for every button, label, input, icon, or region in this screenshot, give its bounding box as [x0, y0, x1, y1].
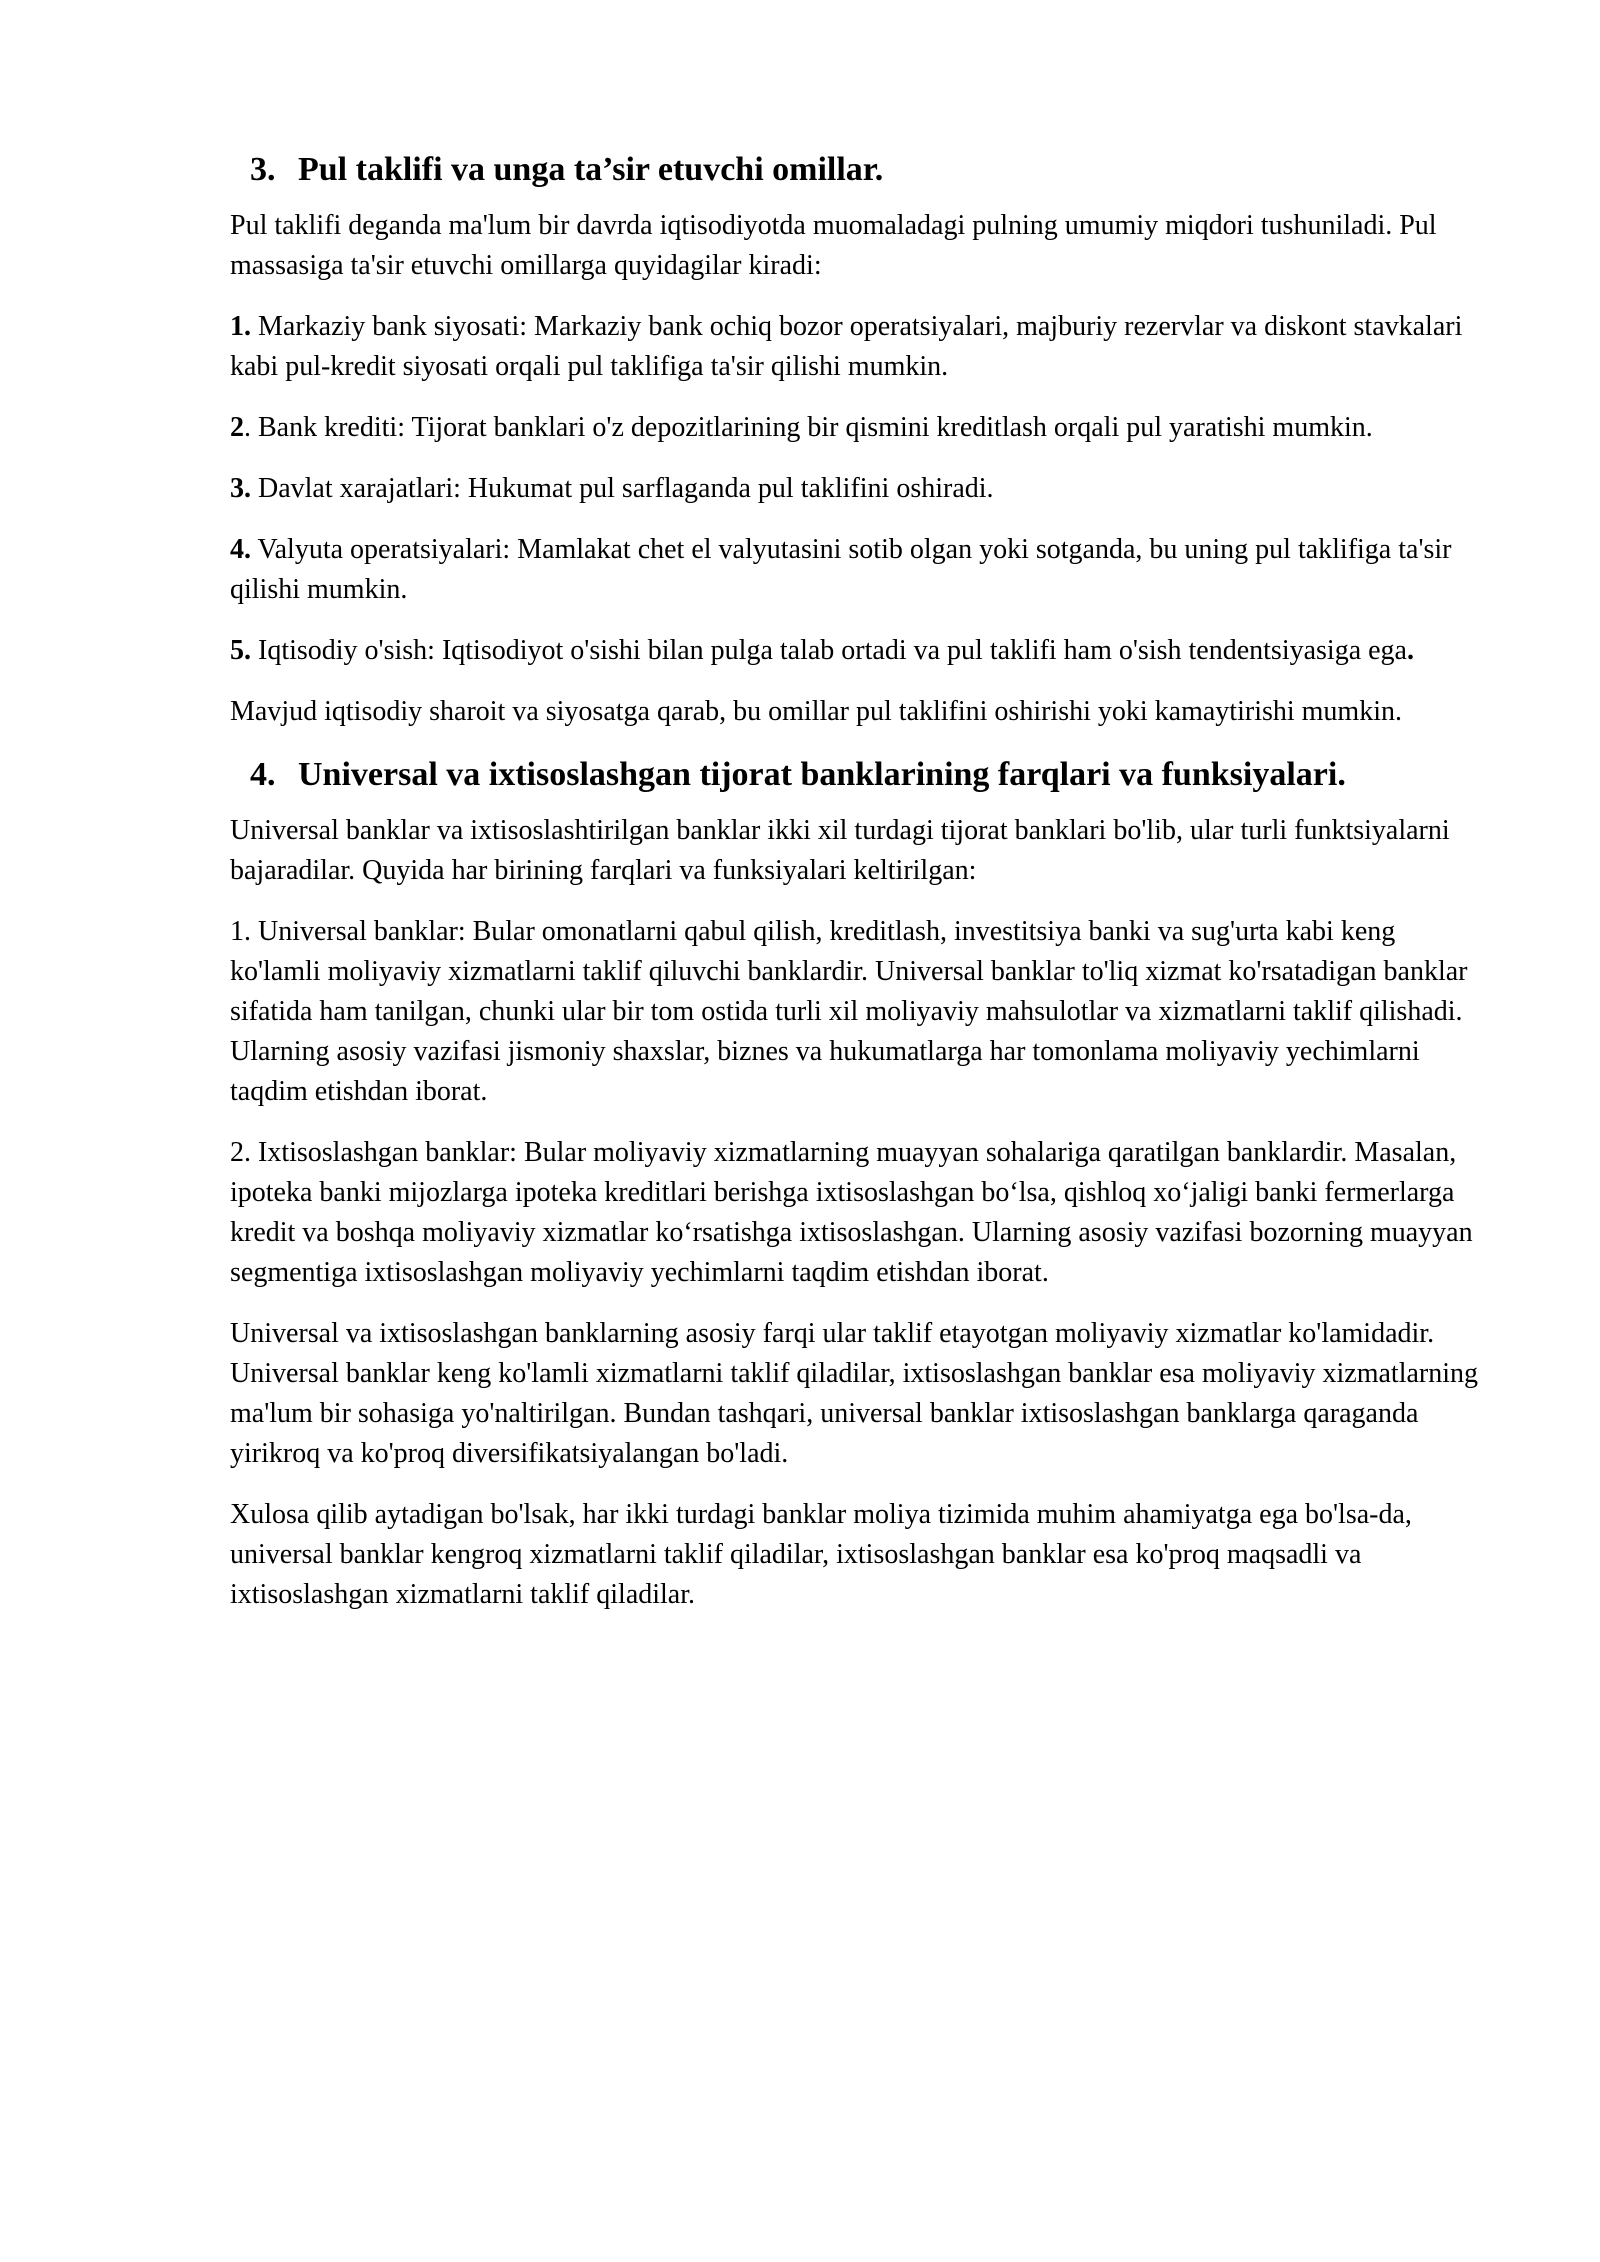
- section-3-conclusion: Mavjud iqtisodiy sharoit va siyosatga qarab, bu omillar pul taklifini oshirishi yoki kamaytirishi mumkin.: [230, 696, 1402, 727]
- section-4-paragraph-3: 2. Ixtisoslashgan banklar: Bular moliyaviy xizmatlarning muayyan sohalariga qaratilgan banklardir. Masalan, ipoteka banki mijozlarga ipoteka kreditlari berishga ixtisoslashgan bo‘lsa, qishloq xo‘jaligi banki fermerlarga kredit va boshqa moliyaviy xizmatlar ko‘rsatishga ixtisoslashgan. Ularning asosiy vazifasi bozorning muayyan segmentiga ixtisoslashgan moliyaviy yechimlarni taqdim etishdan iborat.: [230, 1137, 1473, 1288]
- section-3-intro: Pul taklifi deganda ma'lum bir davrda iqtisodiyotda muomaladagi pulning umumiy miqdori tushuniladi. Pul massasiga ta'sir etuvchi omillarga quyidagilar kiradi:: [230, 210, 1437, 281]
- section-4-paragraph-1: Universal banklar va ixtisoslashtirilgan banklar ikki xil turdagi tijorat banklari bo'lib, ular turli funktsiyalarni bajaradilar. Quyida har birining farqlari va funksiyalari keltirilgan:: [230, 815, 1450, 886]
- section-3-item-3: [230, 469, 1490, 509]
- item-number: 3.: [230, 473, 251, 504]
- section-4-paragraph-5: Xulosa qilib aytadigan bo'lsak, har ikki turdagi banklar moliya tizimida muhim ahamiyatga ega bo'lsa-da, universal banklar kengroq xizmatlarni taklif qiladilar, ixtisoslashgan banklar esa ko'proq maqsadli va ixtisoslashgan xizmatlarni taklif qiladilar.: [230, 1499, 1412, 1610]
- section-3-item-4: [230, 530, 1490, 610]
- section-3-item-1: [230, 307, 1490, 387]
- section-4-number: 4.: [250, 756, 276, 793]
- section-4-paragraph-2: 1. Universal banklar: Bular omonatlarni qabul qilish, kreditlash, investitsiya banki va sug'urta kabi keng ko'lamli moliyaviy xizmatlarni taklif qiluvchi banklardir. Universal banklar to'liq xizmat ko'rsatadigan banklar sifatida ham tanilgan, chunki ular bir tom ostida turli xil moliyaviy mahsulotlar va xizmatlarni taklif qilishadi. Ularning asosiy vazifasi jismoniy shaxslar, biznes va hukumatlarga har tomonlama moliyaviy yechimlarni taqdim etishdan iborat.: [230, 916, 1468, 1107]
- item-text: Markaziy bank siyosati: Markaziy bank ochiq bozor operatsiyalari, majburiy rezervlar va diskont stavkalari kabi pul-kredit siyosati orqali pul taklifiga ta'sir qilishi mumkin.: [230, 311, 1463, 382]
- section-3-item-2: [230, 408, 1490, 448]
- section-4-title: Universal va ixtisoslashgan tijorat banklarining farqlari va funksiyalari.: [298, 756, 1346, 793]
- section-3-item-5: [230, 631, 1490, 671]
- item-number: 5.: [230, 635, 251, 666]
- item-number: 2: [230, 412, 244, 443]
- item-number: 1.: [230, 311, 251, 342]
- item-text: Valyuta operatsiyalari: Mamlakat chet el valyutasini sotib olgan yoki sotganda, bu uning pul taklifiga ta'sir qilishi mumkin.: [230, 534, 1452, 605]
- item-text: Iqtisodiy o'sish: Iqtisodiyot o'sishi bilan pulga talab ortadi va pul taklifi ham o'sish tendentsiyasiga ega: [251, 635, 1407, 666]
- item-text: . Bank krediti: Tijorat banklari o'z depozitlarining bir qismini kreditlash orqali pul yaratishi mumkin.: [244, 412, 1373, 443]
- section-3-number: 3.: [250, 151, 276, 188]
- section-3-title: Pul taklifi va unga ta’sir etuvchi omillar.: [298, 151, 884, 188]
- section-4-heading: [230, 753, 1490, 797]
- item-text: Davlat xarajatlari: Hukumat pul sarflaganda pul taklifini oshiradi.: [251, 473, 994, 504]
- item-number: 4.: [230, 534, 251, 565]
- document-page: [230, 148, 1490, 1636]
- item-tail: .: [1406, 635, 1414, 666]
- section-3-heading: [230, 148, 1490, 192]
- section-4-paragraph-4: Universal va ixtisoslashgan banklarning asosiy farqi ular taklif etayotgan moliyaviy xizmatlar ko'lamidadir. Universal banklar keng ko'lamli xizmatlarni taklif qiladilar, ixtisoslashgan banklar esa moliyaviy xizmatlarning ma'lum bir sohasiga yo'naltirilgan. Bundan tashqari, universal banklar ixtisoslashgan banklarga qaraganda yirikroq va ko'proq diversifikatsiyalangan bo'ladi.: [230, 1318, 1479, 1469]
